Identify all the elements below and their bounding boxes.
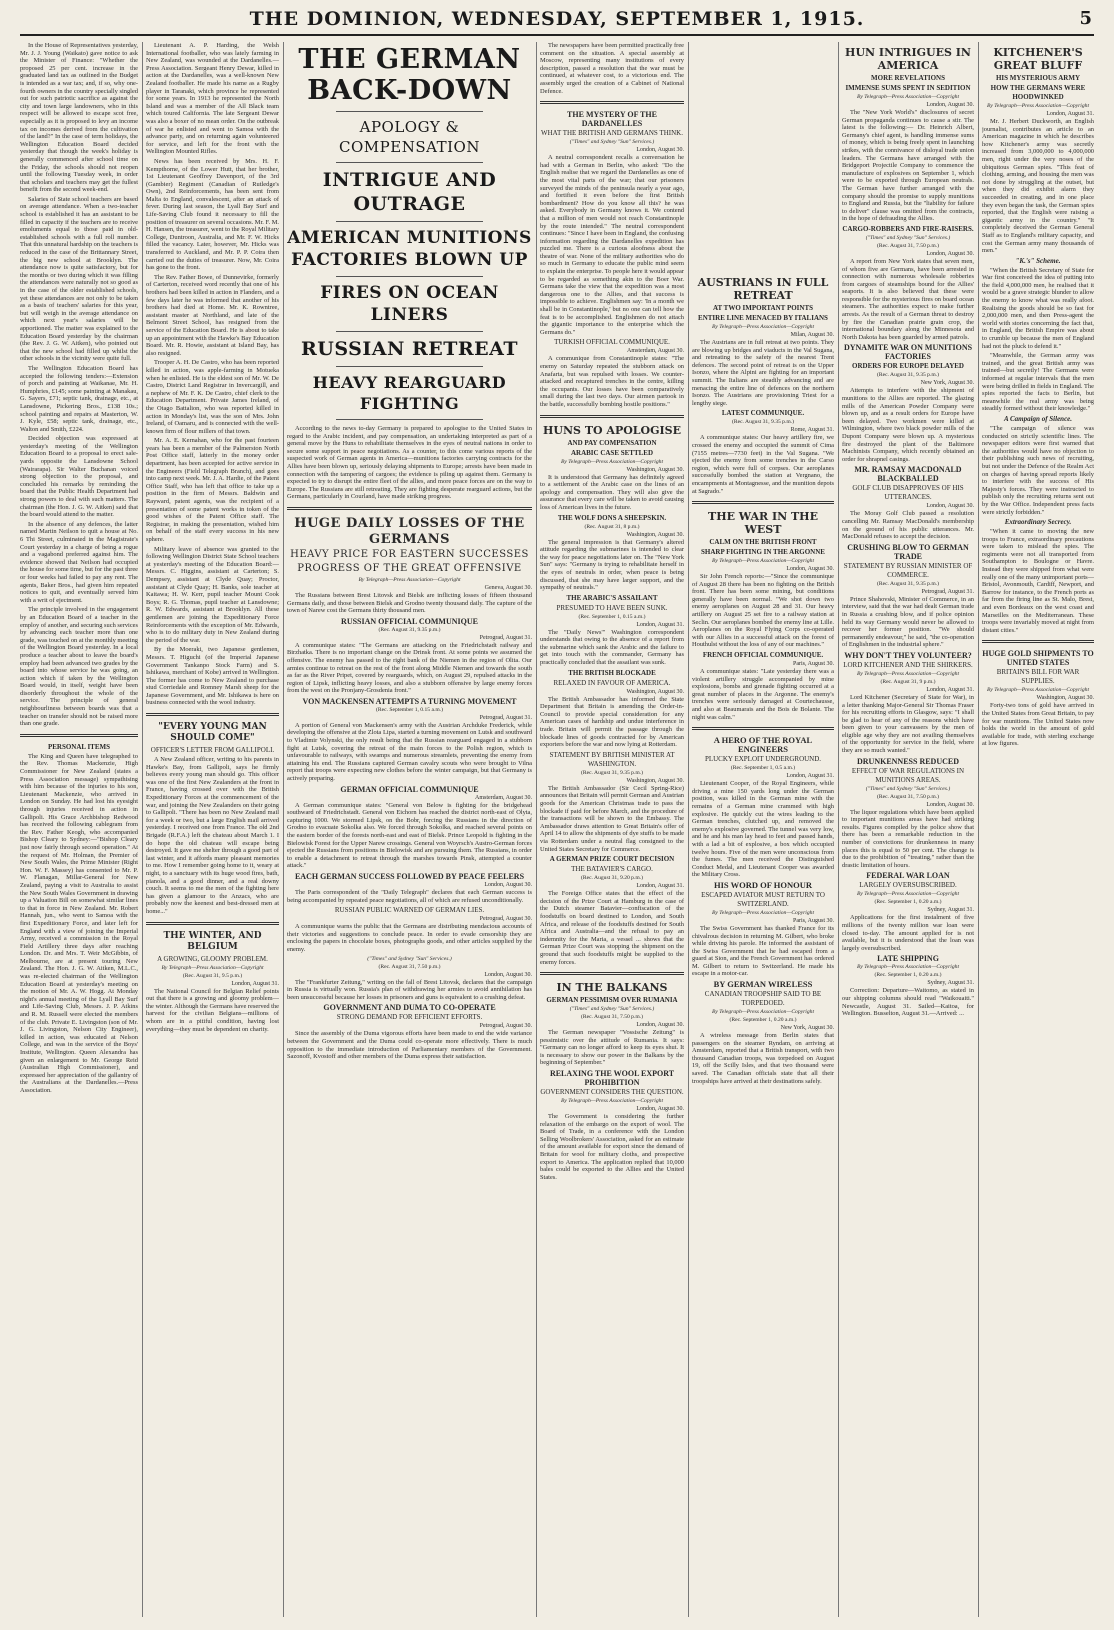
- subheadline: STATEMENT BY RUSSIAN MINISTER OF COMMERCE.: [843, 561, 973, 579]
- byline: By Telegraph—Press Association—Copyright: [711, 909, 815, 916]
- received-date: (Rec. September 1, 0.5 a.m.): [730, 765, 796, 772]
- headline: IN THE BALKANS: [556, 981, 668, 995]
- subheadline: AMERICAN MUNITIONS FACTORIES BLOWN UP: [287, 228, 532, 270]
- dateline: Washington, August 30.: [626, 777, 684, 784]
- byline: ("Times" and Sydney "Sun" Services.): [569, 1006, 655, 1013]
- article-text: The Austrians are in full retreat at two points. They are blowing up bridges and viaducts in the Val Sugana, and retreating to the safety of the nearest Trent defences. The second point of retreat is on the Upper Isonzo, where the Alpini are fighting for an important summit. The Italians are steadily advancing and are menacing the entire line of defences on the northern Isonzo. The Austrians are provisioning Triest for a lengthy siege.: [692, 339, 834, 407]
- article-text: Lieutenant A. P. Harding, the Welsh International footballer, who was lately farming in New Zealand, was wounded at the Dardanelles.—Press Association. Sergeant Henry Dewar, killed in action at the Dardanelles, was a well-known New Zealand footballer. He made his name as a Rugby player in Taranaki, which province he represented for some years. In 1913 he represented the North Island and was a member of the All Black team which toured California. The late Sergeant Dewar was also a boxer of no mean order. On the outbreak of war he enlisted and went to Samoa with the advance party, and on returning again volunteered for service, and left for the front with the Wellington Mounted Rifles.: [146, 42, 279, 156]
- section-heading: FRENCH OFFICIAL COMMUNIQUE.: [702, 651, 824, 660]
- dateline: Washington, August 30.: [626, 688, 684, 695]
- dateline: London, August 30.: [926, 503, 974, 510]
- article-text: The King and Queen have telegraphed to the Rev. Thomas Mackenzie, High Commissioner for New Zealand (states a Press Association message) sympathising with him because of the injuries to his son, Lieutenant Mackenzie, who arrived in London on Sunday. He had lost his eyesight through injuries received in action in Gallipoli. His Grace Archbishop Redwood has received the following cablegram from the Rev. Father Keogh, who accompanied Bishop Cleary to Sydney:—"Bishop Cleary just now fairly through second operation." At the request of Mr. Holman, the Premier of New South Wales, the Prime Minister (Right Hon. W. F. Massey) has consented to Mr. P. W. Flanagan, Millar-General for New Zealand, paying a visit to Australia to assist the New South Wales Government in drawing up a Valuation Bill on somewhat similar lines to that in force in New Zealand. Mr. Robert Hannah, jun., who went to Samoa with the first Expeditionary Force, and later left for England with a view of joining the Imperial Army, received a commission in the Royal Field Artillery three days after reaching London. Dr. and Mrs. T. Weir McGibbin, of Melbourne, are at present touring New Zealand. The Hon. J. G. W. Aitken, M.L.C., was re-elected chairman of the Wellington Education Board at yesterday's meeting on the motion of Mr. A. W. Hogg. At Monday night's annual meeting of the Lyall Bay Surf and Life-Saving Club, Messrs. J. P. Atkins and R. M. Russell were elected the members of the club. Private E. Livingston (son of Mr. J. G. Livingston, Nelson City Engineer), killed in action, was educated at Nelson College, and was in the service of the Boys' Institute, Wellington. Queen Alexandra has given an enlargement to Mr. George Reid (Australian High Commissioner), and expressed her appreciation of the gallantry of the Australians at the Dardanelles.—Press Association.: [20, 752, 138, 1094]
- article-text: The "New York World's" disclosures of secret German propaganda continues to cause a stir. The latest is the following:— Dr. Heinrich Albert, Germany's chief agent, is handling immense sums of money, which is being freely spent in launching strikes, with the connivance of disloyal trade union leaders. The Germans have arranged with the Bridgeport Projectile Company to commence the manufacture of explosives on September 1, which were to be exported through European neutrals. The German have further arranged with the company should the promise to supply munitions to England and Russia, but the "liability for failure to deliver" clause was omitted from the contracts, in the hope of defrauding the Allies.: [842, 109, 974, 223]
- column-rule: [978, 42, 979, 1617]
- column-7: [982, 42, 1094, 1617]
- divider: [20, 734, 138, 737]
- dateline: London, August 31.: [636, 883, 684, 890]
- subheadline: PROGRESS OF THE GREAT OFFENSIVE: [297, 562, 522, 574]
- subheadline: CALM ON THE BRITISH FRONT: [709, 538, 817, 547]
- received-date: (Rec. September 1, 0.20 a.m.): [874, 972, 942, 979]
- subheadline: LORD KITCHENER AND THE SHIRKERS.: [843, 660, 973, 669]
- byline: By Telegraph—Press Association—Copyright: [560, 458, 664, 465]
- byline: By Telegraph—Press Association—Copyright: [711, 324, 815, 330]
- dateline: Amsterdam, August 30.: [627, 348, 684, 355]
- dateline: Geneva, August 30.: [484, 584, 532, 591]
- dateline: London, August 31.: [1046, 111, 1094, 117]
- byline: By Telegraph—Press Association—Copyright: [711, 558, 815, 565]
- section-heading: THE WOLF DONS A SHEEPSKIN.: [557, 513, 667, 522]
- received-date: (Rec. September 1, 0.15 a.m.): [578, 613, 646, 620]
- byline: ("Times" and Sydney "Sun" Services.): [865, 234, 951, 241]
- subheadline: PRESUMED TO HAVE BEEN SUNK.: [556, 603, 668, 612]
- dateline: Petrograd, August 31.: [479, 714, 532, 721]
- article-text: A communique warns the public that the Germans are distributing mendacious accounts of their victories and suggestions to conclude peace. In order to evade censorship they are enclosing the papers in chocolate boxes, photographs goods, and other articles supplied by the enemy.: [287, 923, 532, 953]
- subheadline: INTRIGUE AND OUTRAGE: [322, 169, 497, 215]
- subheadline: WHAT THE BRITISH AND GERMANS THINK.: [541, 129, 683, 138]
- article-text: The Moray Golf Club passed a resolution cancelling Mr. Ramsay MacDonald's membership on the ground of his public utterances. Mr. MacDonald refuses to accept the decision.: [842, 510, 974, 541]
- section-heading: RELAXING THE WOOL EXPORT PROHIBITION: [549, 1069, 675, 1088]
- dateline: London, August 30.: [636, 1022, 684, 1029]
- column-rule: [142, 42, 143, 1617]
- received-date: (Rec. August 31, 9.5 p.m.): [182, 972, 243, 979]
- byline: By Telegraph—Press Association—Copyright: [986, 687, 1090, 694]
- dateline: Sydney, August 31.: [927, 980, 974, 987]
- article-text: Mr. A. E. Kernahan, who for the past fourteen years has been a member of the Palmerston North Post Office staff, latterly in the money order department, has been accepted for active service in the Engineers (Field Telegraph Branch), and goes into camp next week. Mr. J. A. Hardie, of the Patent Office Staff, who has left that office to take up a position in the firm of Messrs. Baldwin and Rayward, patent agents, was the recipient of a presentation of some patent works in token of the good wishes of the Patent Office staff. The Registrar, in making the presentation, wished him on behalf of the staff every success in his new sphere.: [146, 437, 279, 543]
- main-headline: THE GERMAN BACK-DOWN: [298, 44, 521, 106]
- byline: By Telegraph—Press Association—Copyright: [856, 670, 960, 677]
- divider: [336, 162, 483, 163]
- section-heading: Extraordinary Secrecy.: [1004, 518, 1072, 527]
- dateline: London, August 30.: [484, 971, 532, 978]
- dateline: London, August 30.: [926, 801, 974, 808]
- section-heading: VON MACKENSEN ATTEMPTS A TURNING MOVEMENT: [302, 696, 517, 706]
- dateline: London, August 30.: [484, 881, 532, 888]
- subheadline: APOLOGY & COMPENSATION: [339, 118, 480, 156]
- subheadline: HEAVY PRICE FOR EASTERN SUCCESSES: [290, 548, 529, 560]
- article-text: The Paris correspondent of the "Daily Telegraph" declares that each German success is being accompanied by repeated peace negotiations, all of which are refused unconditionally.: [287, 888, 532, 904]
- article-text: Attempts to interfere with the shipment of munitions to the Allies are reported. The glazing mills of the American Powder Company were blown up, and as a result orders for Europe have been delayed. Two workmen were killed at Wilmington, where two black powder mills of the Dupont Company were blown up. A mysterious fire destroyed the plant of the Baltimore Machinists Company, which recently obtained an order for shrapnel casings.: [842, 387, 974, 463]
- article-text: In the absence of any defences, the latter named Martin Neilson to quit a house at No. 6 Thi Street, culminated in the Magistrate's Court yesterday in a charge of being a rogue and a vagabond preferred against him. The evidence showed that Neilson had occupied the house for some time, but for the past three or four weeks had failed to pay any rent. The agents, Baker Bros., had given him repeated notices to quit, and eventually served him with a writ of ejectment.: [20, 520, 138, 604]
- article-text: Sir John French reports:—"Since the communique of August 28 there has been no fighting on the British front. There has been some mining, but conditions generally have been normal. "We shot down two enemy aeroplanes on August 28 and 31. Our heavy artillery on August 25 set fire to a railway station at Seclin. Our aeroplanes bombed the enemy line at Lille. Aeroplanes on the Royal Flying Corps co-operated with our Allies in a successful attack on the forest of Houthulst without the loss of any of our machines.": [692, 573, 834, 649]
- headline: THE MYSTERY OF THE DARDANELLES: [567, 110, 657, 129]
- received-date: (Rec. August 31, 9.20 p.m.): [581, 875, 643, 882]
- subheadline: GOLF CLUB DISAPPROVES OF HIS UTTERANCES.: [852, 484, 964, 502]
- article-text: "When it came to moving the new troops to France, extraordinary precautions were taken to mislead the spies. The regiments were not all transported from Southampton to Boulogne or Havre. Instead they were shipped from what were really one of the many unimportant ports—Bristol, Avonmouth, Cardiff, Newport, and Barrow for instance, to the French ports as far from the firing line as St. Malo, Brest, and even Bordeaux on the west coast and Marseilles on the Mediterranean. These troops were invariably moved at night from distant cities.": [982, 528, 1094, 634]
- divider: [982, 640, 1094, 643]
- article-text: Mr. J. Herbert Duckworth, an English journalist, contributes an article to an American magazine in which he describes how Kitchener's army was secretly increased from 3,000,000 to 4,000,000 men, right under the very noses of the ubiquitous German spies. "This feat of clothing, arming, and housing the men was not done by struggling at the outset, but when they did exhibit alarm they succeeded in creating, and in one place they even began the task, the German spies reported, that the English were raising a gigantic army in the country." "It completely deceived the German General Staff as to England's military capacity, and cost the German army many thousands of men.": [982, 118, 1094, 255]
- section-heading: EACH GERMAN SUCCESS FOLLOWED BY PEACE FEELERS: [294, 871, 525, 881]
- headline: WHY DON'T THEY VOLUNTEER?: [844, 650, 972, 660]
- section-heading: GERMAN OFFICIAL COMMUNIQUE: [340, 784, 479, 794]
- subheadline: PLUCKY EXPLOIT UNDERGROUND.: [704, 755, 822, 764]
- article-text: In the House of Representatives yesterday, Mr. J. J. Young (Waikato) gave notice to ask the Minister of Finance: "Whether the proposed 25 per cent. increase in the graduated land tax as outlined in the Budget is intended as a war tax; and, if so, why one-fourth owners in the country specially singled out for such patriotic sacrifice as against the city and town large landowners, who in this respect will be allowed to escape scot free, especially as it is proposed to levy an income tax on incomes derived from the cultivation of the land?" In the case of term holidays, the Wellington Education Board decided yesterday that though the week's holiday is generally commenced after school time on the Friday, the schools should not reopen until the following Tuesday week, in order that scholars and teachers may get the fullest benefit from the second week-end.: [20, 42, 138, 194]
- newspaper-title: THE DOMINION, WEDNESDAY, SEPTEMBER 1, 1915.: [249, 8, 865, 30]
- column-rule: [688, 42, 689, 1617]
- dateline: Washington, August 30.: [626, 531, 684, 538]
- subheadline: IMMENSE SUMS SPENT IN SEDITION: [845, 84, 971, 92]
- section-heading: THE BRITISH BLOCKADE: [568, 668, 656, 677]
- article-text: According to the news to-day Germany is prepared to apologise to the United States in regard to the Arabic incident, and pay compensation, an undertaking interpreted as part of a general move by the Huns to rehabilitate themselves in the eyes of neutral nations in order to secure some support in peace negotiations. As a counter, to this come various reports of the suspected work of German agents in America—munitions factories carrying contracts for the Allies have been blown up, seriously delaying shipments to Europe; arrests have been made in connection with the tampering of cargoes; the evidence is piling up against them. Germany is expected to try to disrupt the entire fleet of the allies, and more peace forces are on the way to Europe. The Russians are still retreating. They are fighting desperate rearguard actions, but the Germans, particularly in Courland, have made striking progress.: [287, 425, 532, 501]
- column-rule: [838, 42, 839, 1617]
- article-text: Prince Shahovski, Minister of Commerce, in an interview, said that the war had dealt German trade in Russia a crushing blow, and if police opinion held its way Germany would never be allowed to recover her former position. "We should permanently endeavour," he said, "the co-operation of Englishmen in the industrial sphere.": [842, 595, 974, 649]
- article-text: A wireless message from Berlin states that passengers on the steamer Ryndam, on arriving at Amsterdam, reported that a British transport, with two thousand Canadian troops, was torpedoed on August 19, off the Scilly Isles, and that two thousand were saved. The Canadian officials state that all their troopships have arrived at their destinations safely.: [692, 1032, 834, 1085]
- article-text: "The campaign of silence was conducted on strictly scientific lines. The newspaper editors were first warned that the authorities would have no objection to their publishing such news of recruiting, but not under the Defence of the Realm Act on charges of having spread reports likely to interfere with the success of His Majesty's forces. They were instructed to publish only the recruiting returns sent out by the War Office. Independent press facts were strictly forbidden.": [982, 424, 1094, 516]
- divider: [146, 922, 279, 925]
- article-text: A communique states: "Late yesterday there was a violent artillery struggle accompanied by mine explosions, bombs and grenade fighting occurred at a great number of places in the Argonne. The enemy's trenches were seriously damaged at Courtechausse, and also at Beaumarais and the Bois de Bolante. The night was calm.": [692, 668, 834, 721]
- received-date: (Rec. September 1, 0.15 a.m.): [376, 706, 443, 713]
- article-text: Decided objection was expressed at yesterday's meeting of the Wellington Education Board to a proposal to erect sale-yards opposite the Lansdowne School (Wairarapa). Sir Walter Buchanan voiced strong objection to the proposal, and concluded his remarks by reminding the board that the Public Health Department had strong powers to deal with such matters. The chairman (the Hon. J. G. W. Aitken) said that the board would attend to the matter.: [20, 435, 138, 519]
- column-2: [146, 42, 279, 1617]
- headline: HUNS TO APOLOGISE: [543, 423, 681, 437]
- article-text: It is understood that Germany has definitely agreed to a settlement of the Arabic case on the lines of an apology and compensation. They will also give the assurance that every care will be taken to avoid causing loss of American lives in the future.: [540, 473, 684, 511]
- divider: [336, 419, 483, 420]
- byline: By Telegraph—Press Association—Copyright: [560, 1098, 664, 1105]
- received-date: (Rec. August 31, 7.50 p.m.): [378, 963, 441, 970]
- article-text: The Foreign Office states that the effect of the decision of the Prize Court at Hamburg in the case of the Dutch steamer Batavier—confiscation of the foodstuffs on board destined to London, and South Africa, and release of the foodstuffs destined for South Africa and Australia—and the refusal to pay an indemnity for the Maria, a vessel ... shows that the German Prize Court was stopping the shipment on the ground that such foodstuffs might be supplied to the enemy forces.: [540, 890, 684, 966]
- article-text: The British Ambassador has informed the State Department that Britain is amending the Order-in-Council to provide special consideration for any American cases of hardship and undue interference in trade. Britain will permit the passage through the blockade lines of goods contracted for by American exporters before the war and now lying at Rotterdam.: [540, 695, 684, 749]
- divider: [540, 101, 684, 104]
- subheadline: AT TWO IMPORTANT POINTS: [712, 304, 814, 312]
- subheadline: AND PAY COMPENSATION: [567, 438, 657, 447]
- column-6: [842, 42, 974, 1617]
- headline: HUGE GOLD SHIPMENTS TO UNITED STATES: [982, 649, 1094, 668]
- article-text: The Government is considering the further relaxation of the embargo on the export of wool. The Board of Trade, in a conference with the London Selling Woolbrokers' Association, asked for an estimate of the amount available for export since the demand of Britain for wool for military cloths, and prospective export to America. The application replied that 10,000 bales could be exported to the Allies and the United States.: [540, 1113, 684, 1181]
- dateline: London, August 31.: [926, 686, 974, 693]
- subheadline: RELAXED IN FAVOUR OF AMERICA.: [553, 678, 671, 687]
- byline: By Telegraph—Press Association—Copyright: [711, 1009, 815, 1016]
- subheadline: THE BATAVIER'S CARGO.: [571, 865, 653, 874]
- dateline: Amsterdam, August 30.: [475, 794, 532, 801]
- dateline: Petrograd, August 30.: [479, 1023, 532, 1030]
- section-heading: TURKISH OFFICIAL COMMUNIQUE.: [554, 338, 670, 347]
- byline: ("Times" and Sydney "Sun" Services.): [865, 785, 951, 792]
- headline: HUGE DAILY LOSSES OF THE GERMANS: [294, 515, 525, 547]
- masthead: [20, 8, 1094, 36]
- article-text: The general impression is that Germany's altered attitude regarding the submarines is intended to clear the way for peace negotiations later on. The "New York Sun" says: "Germany is trying to rehabilitate herself in the eyes of neutrals in order, when peace is being discussed, that she may have larger support, and the sympathy of neutrals.": [540, 538, 684, 592]
- headline: MR. RAMSAY MACDONALD BLACKBALLED: [854, 465, 962, 484]
- headline: BY GERMAN WIRELESS: [713, 979, 813, 990]
- subheadline: EFFECT OF WAR REGULATIONS IN MUNITIONS AREAS.: [851, 766, 965, 784]
- headline: HIS WORD OF HONOUR: [714, 879, 812, 890]
- subheadline: OFFICER'S LETTER FROM GALLIPOLI.: [150, 746, 275, 755]
- article-text: Forty-two tons of gold have arrived in the United States from Great Britain, to pay for war munitions. The United States now holds the world in the amount of gold available for trade, with sterling exchange at low figures.: [982, 702, 1094, 748]
- article-text: The Russians between Brest Litovsk and Bielsk are inflicting losses of fifteen thousand Germans daily, and those between Bielsk and Grodno twenty thousand daily. The capture of the town of Narew cost the Germans thirty thousand men.: [287, 591, 532, 615]
- article-text: The liquor regulations which have been applied to important munitions areas have had striking results. Figures compiled by the police show that there has been a remarkable reduction in the number of convictions for drunkenness in many places this is equal to 50 per cent. The change is due to the prohibition of "treating," rather than the drastic limitation of hours.: [842, 808, 974, 869]
- headline: DYNAMITE WAR ON MUNITIONS FACTORIES: [843, 343, 973, 362]
- dateline: Paris, August 30.: [792, 917, 834, 924]
- byline: ("Times" and Sydney "Sun" Services.): [367, 955, 452, 962]
- received-date: (Rec. August 31, 9.35 p.m.): [732, 419, 794, 426]
- dateline: Petrograd, August 30.: [479, 916, 532, 923]
- dateline: Petrograd, August 31.: [921, 588, 974, 595]
- subheadline: HIS MYSTERIOUS ARMY: [995, 74, 1080, 82]
- article-text: The Swiss Government has thanked France for its chivalrous decision in returning M. Gilbert, who broke while driving his parole. He informed the assistant of the Swiss Government that he had escaped from a guard at Sion, and the French Government has ordered M. Gilbert to return to Switzerland. He made his escape in a motor-car.: [692, 924, 834, 978]
- byline: By Telegraph—Press Association—Copyright: [856, 891, 960, 898]
- dateline: Washington, August 30.: [626, 466, 684, 473]
- article-text: The Wellington Education Board has accepted the following tenders:—Extension of porch and painting at Waikanae, Mr. H. Humphries, £145; some painting at Manakau, G. Sayers, £71; septic tank, drainage, etc., at Lansdowne, Pickering Bros., £138 10s.; school painting and repairs at Masterton, W. J. Kyle, £58; septic tank, drainage, etc., Walton and Smith, £224.: [20, 364, 138, 433]
- received-date: (Rec. September 1, 0.20 a.m.): [874, 899, 942, 906]
- dateline: Milan, August 30.: [790, 332, 834, 338]
- section-heading: A GERMAN PRIZE COURT DECISION: [549, 855, 675, 864]
- column-3-main-story: [287, 42, 532, 1617]
- page-number: 5: [1079, 8, 1092, 29]
- article-text: "When the British Secretary of State for War first conceived the idea of putting into the field 4,000,000 men, he realised that it would be a grave strategic blunder to allow the enemy to know what was really afoot. Realising the goods should be so fast for 2,000,000 men, and then Press-agent the world with stories concerning the fact that, in England, the British Empire was about to crumble up because the men of England had not the pluck to defend it.": [982, 266, 1094, 350]
- column-5: [692, 272, 834, 1617]
- article-text: Applications for the first instalment of five millions of the twenty million war loan were closed to-day. The amount applied for is not available, but it is understood that the loan was largely oversubscribed.: [842, 914, 974, 952]
- article-text: The principle involved in the engagement by an Education Board of a teacher in the employ of another, and securing such services by advancing each teacher more than one grade, was touched on at the monthly meeting of the Wellington Board yesterday. In a local produce a teacher about to leave the board's employ had been advanced two grades by the board into whose service he was going, an action which if taken by the Wellington Board would, in itself, weight have been disorderly throughout the whole of the service. The principle of general neighbourliness between boards was that a teacher on transfer should not be raised more than one grade.: [20, 606, 138, 728]
- section-heading: "K.'s" Scheme.: [1015, 256, 1061, 265]
- subheadline: HEAVY REARGUARD FIGHTING: [312, 373, 507, 413]
- article-text: "Meanwhile, the German army was trained, and the great British army was trained—but secretly! The Germans were informed at regular intervals that the men were being drilled in fields in England. The spies reported the facts to Berlin, but meanwhile the real army was being steadily formed without their knowledge.": [982, 352, 1094, 413]
- article-text: The British Ambassador (Sir Cecil Spring-Rice) announces that Britain will permit German and Austrian goods for the American Christmas trade to pass the blockade if paid for before March, and the procedure of the transactions will be shown to the Embassy. The Ambassador draws attention to Great Britain's offer of April 14 to allow the shipments of dye stuffs to be made via Rotterdam under a neutral flag consigned to the United States Secretary for Commerce.: [540, 784, 684, 853]
- article-text: A New Zealand officer, writing to his parents in Hawke's Bay, from Gallipoli, says he firmly believes every young man should go. This officer was one of the first New Zealanders at the front in France, having crossed over with the British Expeditionary Forces at the commencement of the war, and joining the New Zealanders on their going to Gallipoli. "There has been no New Zealand mail for a week or two, but a large English mail arrived yesterday. I received one from France. The old 2nd Brigade (R.F.A.) left the chateau about March 1. I do hope the old chateau will escape being destroyed. It gave me shelter through a good part of last winter, and it affords many pleasant memories to me. How I remember going home to it, weary at night, to a sanctuary with its huge wood fires, bath, pianola, and a good dinner, and a real downy couch. It seems to me the men of the fighting here has given a glamour to the Anzacs, who are probably now the keenest and best-dressed men at home...": [146, 756, 279, 915]
- section-heading: RUSSIAN PUBLIC WARNED OF GERMAN LIES.: [334, 906, 485, 915]
- subheadline: A GROWING, GLOOMY PROBLEM.: [157, 954, 268, 963]
- section-heading: CARGO-ROBBERS AND FIRE-RAISERS.: [842, 224, 974, 233]
- article-text: News has been received by Mrs. H. F. Kempthorne, of the Lower Hutt, that her brother, 1st Lieutenant Geoffrey Davenport, of the 3rd (Gambier) Regiment (Canadian of Rutledge's Own), 2nd Reinforcements, has been sent from Malta to England, convalescent, after an attack of fever. During last season, the Lyall Bay Surf and Life-Saving Club found it necessary to fill the position of treasurer on several occasions. Mr. F. M. H. Hansen, the treasurer, went to the Royal Military College, Duntroon, Australia, and Mr. F. W. Hicks filled the vacancy. Later, however, Mr. Hicks was transferred to Auckland, and Mr. P. P. Coira then carried out the duties of treasurer. Now, Mr. Coira has gone to the front.: [146, 157, 279, 272]
- section-heading: LATEST COMMUNIQUE.: [721, 409, 805, 418]
- subheadline: ESCAPED AVIATOR MUST RETURN TO SWITZERLAND.: [701, 890, 825, 908]
- article-text: A portion of General von Mackensen's army with the Austrian Archduke Frederick, while developing the offensive at the Zlota Lipa, started a turning movement on Lutsk and southward to Vladimir Volynski, the only result being that the Russian rearguard engaged in a stubborn fight at Lutsk, covering the retreat of the main forces to the Polish region, which is unfavourable to railways, with swamps and numerous streamlets, preventing the enemy from attaining his end. The Russians captured German cavalry scouts who were brought to Vilna report that troops were expecting new clothes before the winter campaign, but that Germany is actively preparing.: [287, 721, 532, 783]
- article-text: Lieutenant Cooper, of the Royal Engineers, while driving a mine 150 yards long under the German position, was killed in the German mine with the remains of a German mine crammed with high explosive. He quickly cut the wires leading to the German trenches, clutched up, and removed the enemy's explosive governed. The tunnel was very low, and he and his man lay head to feet and passed hands, with a lad a bit of explosive, a box which occupied twelve hours. Five of the men were unconscious from the fumes. The men received the Distinguished Conduct Medal, and Lieutenant Cooper was awarded the Military Cross.: [692, 780, 834, 879]
- subheadline: RUSSIAN RETREAT: [300, 338, 519, 360]
- headline: "EVERY YOUNG MAN SHOULD COME": [158, 722, 267, 744]
- article-text: Lord Kitchener (Secretary of State for War), in a letter thanking Major-General Sir Thomas Fraser for his recruiting efforts in Glasgow, says: "I shall be glad to hear of any of the reasons which have been given to your canvassers by the men of eligible age why they are not availing themselves of the opportunity for service in the field, where they are so much wanted.": [842, 693, 974, 755]
- article-text: The "Daily News'" Washington correspondent understands that owing to the absence of a report from the submarine which sank the Arabic and the failure to get into touch with the commander, Germany has practically concluded that the assailant was sunk.: [540, 628, 684, 667]
- received-date: (Rec. August 31, 9.35 p.m.): [378, 626, 441, 633]
- article-text: Trooper A. H. De Castro, who has been reported killed in action, was apple-farming in Motueka when he enlisted. He is the eldest son of Mr. W. De Castro, District Land Registrar in Invercargill, and a nephew of Mr. F. K. De Castro, chief clerk to the Education Department. Private James Ireland, of the Otago Battalion, who was reported killed in action in Monday's list, was the son of Mrs. John Ireland, of Oamaru, and is connected with the well-known firm of flour millers of that town.: [146, 359, 279, 435]
- divider: [146, 713, 279, 716]
- subheadline: SHARP FIGHTING IN THE ARGONNE: [701, 548, 825, 557]
- byline: By Telegraph—Press Association—Copyright: [161, 964, 264, 971]
- headline: A HERO OF THE ROYAL ENGINEERS: [713, 735, 813, 755]
- received-date: (Rec. August 31, 8 p.m.): [584, 523, 640, 530]
- received-date: (Rec. August 31, 7.50 p.m.): [877, 242, 939, 249]
- byline: By Telegraph—Press Association—Copyright: [856, 94, 960, 100]
- headline: HUN INTRIGUES IN AMERICA: [845, 46, 971, 72]
- article-text: The National Council for Belgian Relief points out that there is a growing and gloomy problem—the winter. Although the Germans have reserved the harvest for the civilian Belgians—millions of whom are in a pitiful condition, having lost everything—they must be dependent on charity.: [146, 987, 279, 1033]
- section-heading: RUSSIAN OFFICIAL COMMUNIQUE: [341, 616, 478, 626]
- byline: By Telegraph—Press Association—Copyright: [986, 103, 1090, 109]
- dateline: Sydney, August 31.: [927, 907, 974, 914]
- subheadline: STRONG DEMAND FOR EFFICIENT EFFORTS.: [336, 1013, 483, 1022]
- divider: [336, 221, 483, 222]
- received-date: (Rec. August 31, 9.35 p.m.): [581, 769, 643, 776]
- column-rule: [536, 42, 537, 1617]
- dateline: London, August 31.: [786, 773, 834, 780]
- dateline: London, August 30.: [926, 250, 974, 257]
- subheadline: ENTIRE LINE MENACED BY ITALIANS: [698, 314, 828, 322]
- received-date: (Rec. August 31, 9 p.m.): [880, 678, 936, 685]
- section-heading: A Campaign of Silence.: [1003, 414, 1073, 423]
- dateline: London, August 31.: [231, 980, 279, 987]
- subheadline: GOVERNMENT CONSIDERS THE QUESTION.: [540, 1088, 684, 1097]
- headline: THE WAR IN THE WEST: [708, 510, 818, 537]
- article-text: Correction: Departure—Waitomo, as stated in our shipping columns should read "Waikouaiti." Newcastle, August 31. Sailed—Kaitoa, for Wellington. Busselton, August 31.—Arrived: ...: [842, 987, 974, 1018]
- article-text: The newspapers have been permitted practically free comment on the situation. A special assembly at Moscow, representing many institutions of every description, passed a resolution that the war must be continued, at whatever cost, to a victorious end. The assembly urged the creation of a Cabinet of National Defence.: [540, 42, 684, 95]
- received-date: (Rec. August 31, 7.50 p.m.): [877, 793, 939, 800]
- dateline: New York, August 30.: [920, 380, 974, 387]
- headline: FEDERAL WAR LOAN: [866, 871, 950, 881]
- dateline: Washington, August 30.: [1036, 695, 1094, 702]
- article-text: A communique states: Our heavy artillery fire, we crossed the enemy and occupied the summit of Cima (7155 metres—7730 feet) in the Val Sugana. "We ejected the enemy from some trenches in the Carso region, which were full of corpses. Our aeroplanes successfully bombed the station at Vergnano, the encampments at Montagnesse, and the munition depots at Sagrado.": [692, 434, 834, 495]
- article-text: Salaries of State school teachers are based on average attendance. When a two-teacher school is established it has an assistant to be filled in capacity if the teachers are to receive emoluments equal to those paid in old-established schools with a full roll number. That this unnatural hardship on the teachers is reduced in the case of the Brittannary Street, the big new school at Brooklyn. The attendance now is quite satisfactory, but for the months or two during which it was filling the attendances were naturally not so good as in the case of the older established schools, yet these attendances are not only to be taken as a basis of teachers' salaries for this year, but will weigh in the average attendance on which next year's salaries will be apportioned. The matter was explained to the Education Board yesterday by the chairman (the Rev. J. G. W. Aitken), who pointed out that the new school had filled up whilst the other schools in the vicinity were quite full.: [20, 195, 138, 363]
- divider: [336, 331, 483, 332]
- received-date: (Rec. August 31, 9.35 p.m.): [877, 372, 939, 379]
- section-heading: STATEMENT BY BRITISH MINISTER AT WASHINGTON.: [549, 750, 675, 768]
- divider: [692, 727, 834, 730]
- article-text: By the Moeraki, two Japanese gentlemen, Messrs. T. Higuchi (of the Imperial Japanese Government Tankanpo Stock Farm) and S. Ishikawa, merchant of Kobe) arrived in Wellington. The former has come to New Zealand to purchase stud Corriedale and Romney Marsh sheep for the Japanese Government, and Mr. Ishikawa is here on business connected with the wool industry.: [146, 646, 279, 707]
- subheadline: FIRES ON OCEAN LINERS: [320, 283, 499, 325]
- article-text: The Rev. Father Bowe, of Dunnevirke, formerly of Carterton, received word recently that one of his brothers had been killed in action in Flanders, and a few days later he was informed that another of his brothers had died at Home. Mr. K. Rowntree, assistant master at Northland, and late of the Belmont Street School, has resigned from the service of the Education Board. He is about to take up an appointment with the Hawke's Bay Education Board. Mr. R. Howie, assistant at Island Bay, has also resigned.: [146, 273, 279, 357]
- subheadline: CANADIAN TROOPSHIP SAID TO BE TORPEDOED.: [704, 990, 822, 1008]
- divider: [336, 366, 483, 367]
- dateline: Petrograd, August 31.: [479, 634, 532, 641]
- subheadline: HOW THE GERMANS WERE HOODWINKED: [990, 84, 1086, 101]
- section-heading: GOVERNMENT AND DUMA TO CO-OPERATE: [323, 1003, 496, 1013]
- article-text: A neutral correspondent recalls a conversation he had with a German in Berlin, who asked: "Do the English realise that we regard the Dardanelles as one of the most vital parts of the war; that our prisoners surveyed the minds of the peninsula nearly a year ago, and fortified it even before the first British bombardment? How do you know all this? he was asked. Everybody in Germany knows it. We contend that a million of men would not reach Constantinople by the route intended." The neutral correspondent continues: "Since I have been in England, the confusing information regarding the Dardanelles expedition has puzzled me. There is a curious aloofness about the theatre of war. None of the military authorities who do so much in Germany to educate the public mind seem to explain the enterprise. To people here it would appear to be regarded as something akin to the Boer War. Germans take the view that the expedition was a most dangerous one to the Allies, and that success is impossible to achieve. Englishmen say: 'In a month we shall be in Constantinople,' but no one can tell how the feat is to be accomplished. Englishmen do not attach the gigantic importance to the enterprise which the Germans do.": [540, 154, 684, 336]
- dateline: Paris, August 30.: [792, 661, 834, 668]
- section-heading: THE ARABIC'S ASSAILANT: [566, 593, 658, 602]
- byline: By Telegraph—Press Association—Copyright: [358, 576, 461, 583]
- divider: [336, 276, 483, 277]
- subheadline: BRITAIN'S BILL FOR WAR SUPPLIES.: [996, 668, 1080, 686]
- dateline: London, August 30.: [926, 102, 974, 108]
- headline: AUSTRIANS IN FULL RETREAT: [697, 276, 829, 302]
- divider: [540, 415, 684, 418]
- column-4: [540, 42, 684, 1617]
- article-text: Military leave of absence was granted to the following Wellington District State School teachers at yesterday's meeting of the Education Board:—Messrs. C. Higgins, assistant at Carterton; S. Dempsey, assistant at Clyde Quay; Proctor, assistant at Clyde Quay; H. Banks, sole teacher at Kaitawa; H. W. Kerr, pupil teacher Mount Cook Boys; R. G. Thomas, pupil teacher at Lansdowne; R. W. Edwards, assistant at Brooklyn. All these gentlemen are joining the Expeditionary Force Reinforcements with the exception of Mr. Edwards, who is to do military duty in New Zealand during the period of the war.: [146, 545, 279, 644]
- headline: THE WINTER, AND BELGIUM: [163, 930, 262, 952]
- article-text: A German communique states: "General von Below is fighting for the bridgehead southward of Friedrichstadt. General von Eichorn has reached the district north-east of Olyta, capturing 1000. We stormed Lipsk, on the Bobr, forcing the Russians in the direction of Grodno to evacuate Sokolka also. We forced through Sokolka, and reached several points on the eastern border of the forests north-east and east of Bielsk. Prince Leopold is fighting in the Bielowisk Forest for the Upper Narew crossings. General von Woyrsch's Austro-German forces ejected the Russians from positions in Bielowisk and are pursuing them. The Russians, in order to enable a detachment to retreat through the marshes towards Pinsk, attempted a counter attack.": [287, 801, 532, 870]
- dateline: London, August 30.: [636, 147, 684, 154]
- byline: ("Times" and Sydney "Sun" Services.): [569, 139, 655, 146]
- article-text: The German newspaper "Vossische Zeitung" is pessimistic over the attitude of Rumania. It says: "Germany can no longer afford to keep its eyes shut. It is necessary to show our power in the Balkans by the beginning of September.": [540, 1029, 684, 1067]
- dateline: London, August 30.: [786, 566, 834, 573]
- divider: [692, 501, 834, 504]
- article-text: The "Frankfurter Zeitung," writing on the fall of Brest Litovsk, declares that the campaign in Russia is virtually won. Russia's plan of withdrawing her armies to avoid annihilation has been unsuccessful because her losses in prisoners and guns is equivalent to a crushing defeat.: [287, 978, 532, 1001]
- received-date: (Rec. August 31, 7.50 p.m.): [581, 1014, 643, 1021]
- headline: CRUSHING BLOW TO GERMAN TRADE: [847, 542, 969, 561]
- headline: LATE SHIPPING: [877, 954, 939, 964]
- received-date: (Rec. August 31, 9.35 p.m.): [877, 580, 939, 587]
- divider: [540, 972, 684, 975]
- article-text: A communique states: "The Germans are attacking on the Friedrichstadt railway and Birzhatka. There is no important change on the Drinsk front. At some points we assumed the offensive. The enemy has passed to the right bank of the Niemen in the region of Olita. Our armies continue to retreat on the rest of the front along Middle Niemen and towards the south as far as the River Pripet, covered by rearguards, which, on August 29, repulsed attacks in the region of Lipsk, inflicting heavy losses, and also a stubborn offensive by large enemy forces from the west on the Pronjany-Grosdenia front.": [287, 641, 532, 695]
- subheadline: GERMAN PESSIMISM OVER RUMANIA: [546, 996, 678, 1005]
- subheadline: ARABIC CASE SETTLED: [570, 448, 654, 457]
- divider: [336, 111, 483, 112]
- dateline: Rome, August 31.: [790, 427, 834, 434]
- column-rule: [283, 42, 284, 1617]
- headline: DRUNKENNESS REDUCED: [856, 756, 959, 766]
- article-text: Since the assembly of the Duma vigorous efforts have been made to end the wide variance between the Government and the Duma could co-operate more effectively. There is much opposition to the immediate introduction of Parliamentary members of the Government. Sazonoff, Kvostoff and other members of the Duma express their satisfaction.: [287, 1030, 532, 1061]
- article-text: A communique from Constantinople states: "The enemy on Saturday repeated the stubborn attack on Anafarta, but was repulsed with losses. We counter-attacked and recaptured trenches in the centre, killing the occupants. Our losses have been comparatively small during the last two days. Our airmen partook in the battle, successfully bombing hostile positions.": [540, 355, 684, 408]
- divider: [287, 507, 532, 510]
- received-date: (Rec. September 1, 0.20 a.m.): [729, 1017, 797, 1024]
- byline: By Telegraph—Press Association—Copyright: [856, 964, 960, 971]
- section-heading: PERSONAL ITEMS: [47, 742, 111, 751]
- subheadline: ORDERS FOR EUROPE DELAYED: [852, 362, 964, 371]
- article-text: A report from New York states that seven men, of whom five are Germans, have been arrested in connection with numerous wholesale robberies from cargoes of steamships bound for the Allies' seaports. It is also believed that these were responsible for the mysterious fires on board ocean steamers. The authorities expect to make further arrests. As the result of a German threat to destroy by fire the Canadian prairie grain crop, the international boundary along the Minnesota and North Dakota has been guarded by armed patrols.: [842, 257, 974, 341]
- dateline: New York, August 30.: [780, 1025, 834, 1032]
- column-1: [20, 42, 138, 1617]
- dateline: London, August 30.: [636, 1106, 684, 1113]
- subheadline: MORE REVELATIONS: [871, 74, 945, 82]
- headline: KITCHENER'S GREAT BLUFF: [993, 46, 1083, 72]
- subheadline: LARGELY OVERSUBSCRIBED.: [859, 881, 957, 890]
- dateline: London, August 31.: [636, 621, 684, 628]
